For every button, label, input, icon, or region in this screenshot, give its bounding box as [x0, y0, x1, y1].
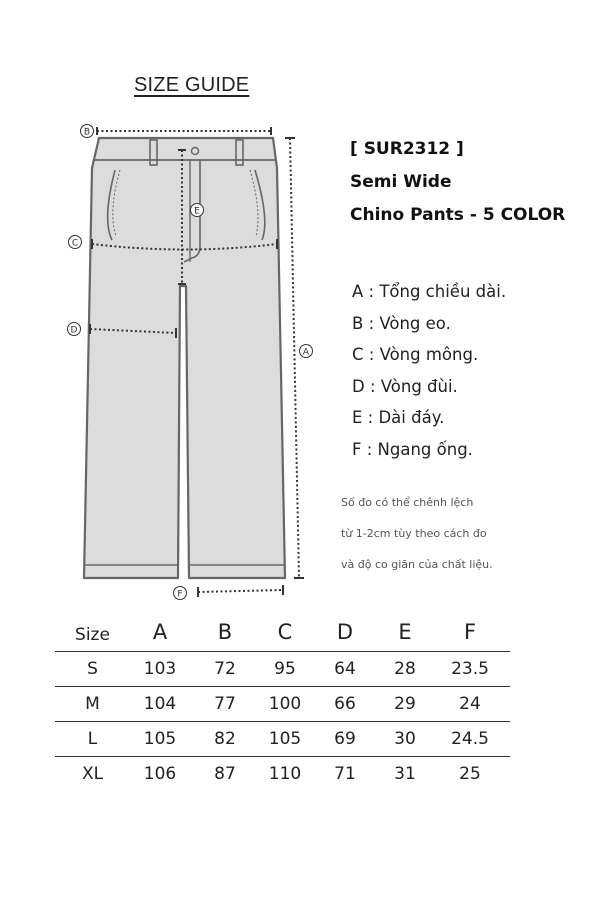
header-e: E [398, 620, 412, 644]
value-cell-d: 64 [334, 659, 356, 679]
header-c: C [277, 620, 293, 644]
value-cell-c: 95 [274, 659, 296, 679]
header-a: A [152, 620, 168, 644]
value-cell-d: 71 [334, 764, 356, 784]
marker-b [81, 125, 94, 138]
measure-f-line [198, 590, 283, 592]
value-cell-b: 77 [214, 694, 236, 714]
note-line: và độ co giãn của chất liệu. [341, 558, 493, 571]
size-table [55, 613, 510, 791]
note-line: từ 1-2cm tùy theo cách đo [341, 527, 487, 540]
marker-f [174, 587, 187, 600]
value-cell-a: 106 [143, 764, 177, 784]
value-cell-c: 110 [268, 764, 302, 784]
value-cell-a: 105 [143, 729, 177, 749]
note-line: Số đo có thể chênh lệch [341, 496, 474, 509]
size-cell: L [87, 729, 98, 749]
product-name-line-2: Chino Pants - 5 COLOR [350, 205, 566, 225]
pants-silhouette [84, 138, 285, 578]
svg-text:C: C [71, 238, 79, 249]
table-row [55, 721, 510, 756]
svg-text:E: E [194, 206, 200, 217]
svg-text:B: B [83, 127, 91, 138]
value-cell-b: 87 [214, 764, 236, 784]
value-cell-e: 31 [394, 764, 416, 784]
marker-e [191, 204, 204, 217]
legend-item-c: C : Vòng mông. [352, 345, 479, 364]
value-cell-f: 25 [459, 764, 481, 784]
value-cell-a: 103 [143, 659, 177, 679]
table-header-row [55, 613, 510, 651]
table-row [55, 686, 510, 721]
marker-a [300, 345, 313, 358]
value-cell-a: 104 [143, 694, 177, 714]
legend-item-a: A : Tổng chiều dài. [352, 282, 507, 301]
svg-text:A: A [302, 347, 310, 358]
size-cell: S [87, 659, 98, 679]
marker-d [68, 323, 81, 336]
product-info [350, 133, 565, 232]
header-size: Size [75, 625, 110, 645]
value-cell-c: 100 [268, 694, 302, 714]
measure-a-line [290, 138, 299, 578]
size-cell: XL [81, 764, 104, 784]
header-d: D [336, 620, 354, 644]
legend-item-e: E : Dài đáy. [352, 408, 445, 427]
svg-text:D: D [70, 325, 78, 336]
value-cell-b: 72 [214, 659, 236, 679]
size-cell: M [85, 694, 100, 714]
value-cell-f: 24.5 [451, 729, 489, 749]
legend-item-b: B : Vòng eo. [352, 313, 451, 333]
value-cell-b: 82 [214, 729, 236, 749]
table-row [55, 651, 510, 686]
legend-item-d: D : Vòng đùi. [352, 376, 458, 396]
legend-item-f: F : Ngang ống. [352, 439, 473, 459]
value-cell-e: 29 [394, 694, 416, 714]
measurement-note [341, 487, 493, 580]
page-title: SIZE GUIDE [134, 74, 250, 96]
value-cell-f: 23.5 [451, 659, 489, 679]
svg-text:F: F [177, 589, 183, 600]
value-cell-c: 105 [268, 729, 302, 749]
value-cell-d: 69 [334, 729, 356, 749]
value-cell-e: 28 [394, 659, 416, 679]
header-f: F [463, 620, 477, 644]
marker-c [69, 236, 82, 249]
table-row [55, 756, 510, 791]
measurement-legend [352, 276, 506, 465]
value-cell-d: 66 [334, 694, 356, 714]
header-b: B [217, 620, 233, 644]
product-code: [ SUR2312 ] [350, 139, 464, 159]
value-cell-f: 24 [459, 694, 481, 714]
product-name-line-1: Semi Wide [350, 172, 452, 192]
value-cell-e: 30 [394, 729, 416, 749]
